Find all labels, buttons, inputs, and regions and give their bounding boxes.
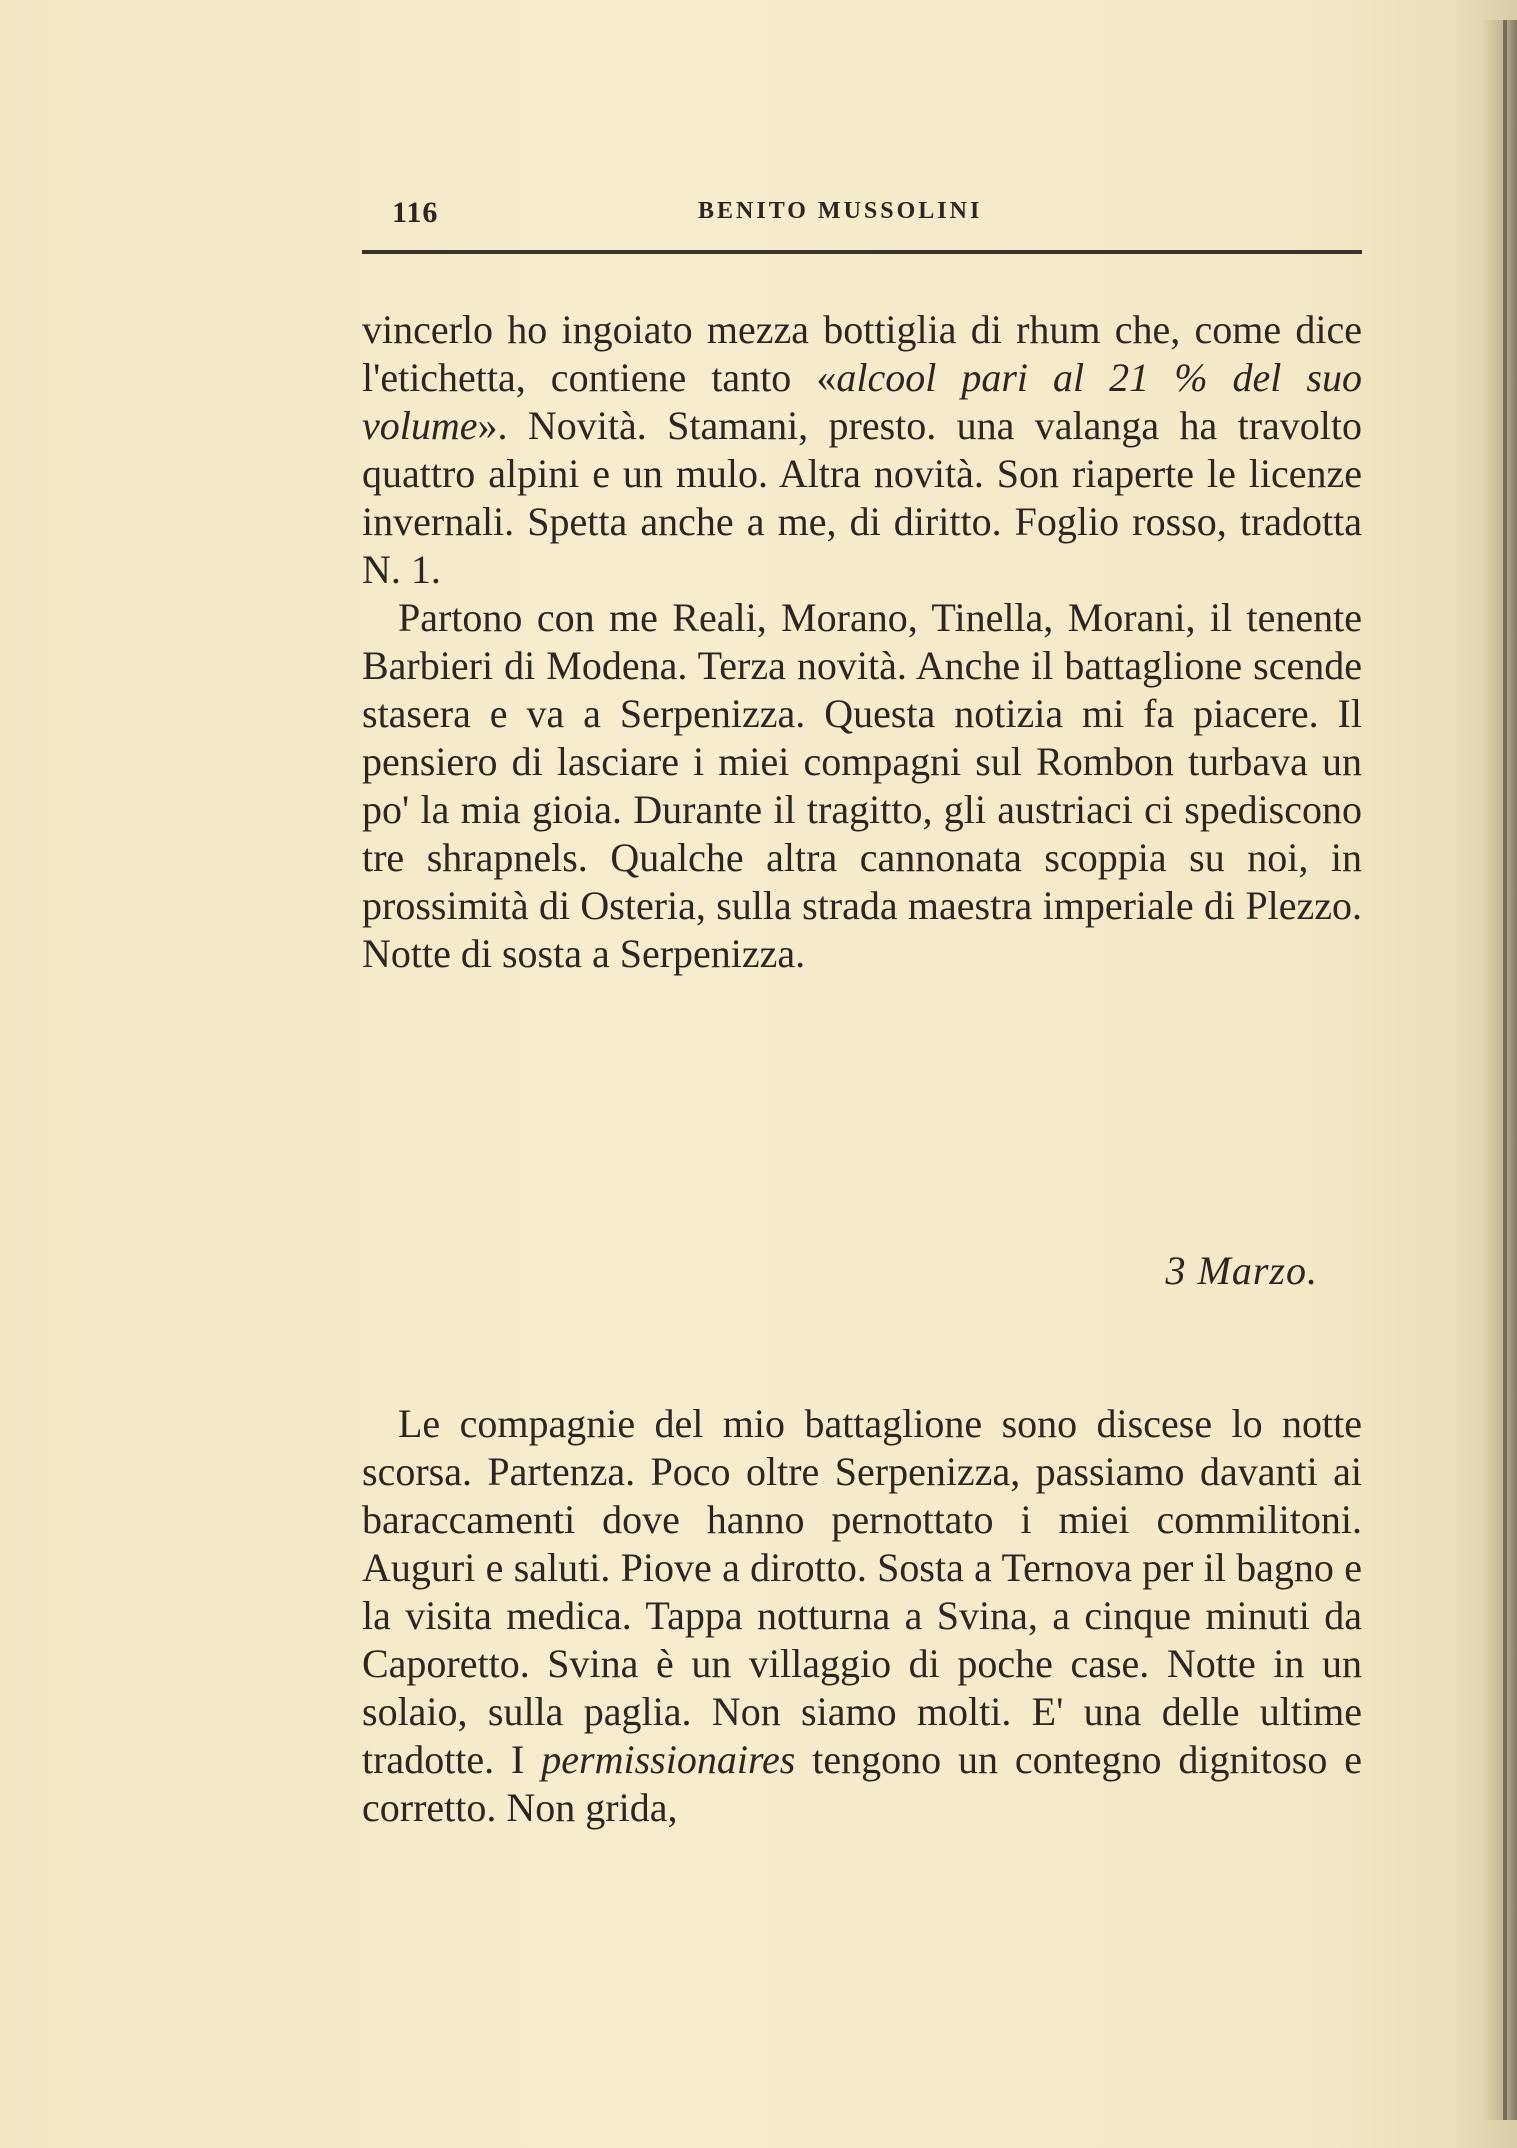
paragraph-1-text-a: vincerlo ho ingoiato mezza bottiglia di rhum che, come dice l'etichetta, contiene tanto «	[362, 307, 1362, 400]
text-block-upper	[362, 306, 1362, 978]
paragraph-1-italic: alcool pari al 21 % del suo volume	[362, 355, 1362, 448]
header-rule	[362, 250, 1362, 254]
paragraph-1-text-b: ». Novità. Stamani, presto. una valanga ha travolto quattro alpini e un mulo. Altra novità. Son riaperte le licenze invernali. Spetta anche a me, di diritto. Foglio rosso, tradotta N. 1.	[362, 403, 1362, 592]
paragraph-3-text-b: tengono un contegno dignitoso e corretto. Non grida,	[362, 1737, 1362, 1830]
text-block-lower	[362, 1400, 1362, 1832]
running-head: BENITO MUSSOLINI	[698, 198, 983, 224]
page-edge-line	[1503, 20, 1507, 2120]
paragraph-3	[362, 1400, 1362, 1832]
page-number: 116	[392, 196, 439, 229]
paragraph-3-italic: permissionaires	[541, 1737, 796, 1782]
page-binding-shadow	[1481, 20, 1517, 2120]
paragraph-2: Partono con me Reali, Morano, Tinella, Morani, il tenente Barbieri di Modena. Terza novità. Anche il battaglione scende stasera e va a Serpenizza. Questa notizia mi fa piacere. Il pensiero di lasciare i miei compagni sul Rombon turbava un po' la mia gioia. Durante il tragitto, gli austriaci ci spediscono tre shrapnels. Qualche altra cannonata scoppia su noi, in prossimità di Osteria, sulla strada maestra imperiale di Plezzo. Notte di sosta a Serpenizza.	[362, 595, 1362, 976]
date-heading: 3 Marzo.	[1165, 1248, 1318, 1293]
paragraph-3-text-a: Le compagnie del mio battaglione sono discese lo notte scorsa. Partenza. Poco oltre Serpenizza, passiamo davanti ai baraccamenti dove hanno pernottato i miei commilitoni. Auguri e saluti. Piove a dirotto. Sosta a Ternova per il bagno e la visita medica. Tappa notturna a Svina, a cinque minuti da Caporetto. Svina è un villaggio di poche case. Notte in un solaio, sulla paglia. Non siamo molti. E' una delle ultime tradotte. I	[362, 1401, 1362, 1782]
paragraph-1	[362, 306, 1362, 594]
page-header	[362, 196, 1362, 256]
